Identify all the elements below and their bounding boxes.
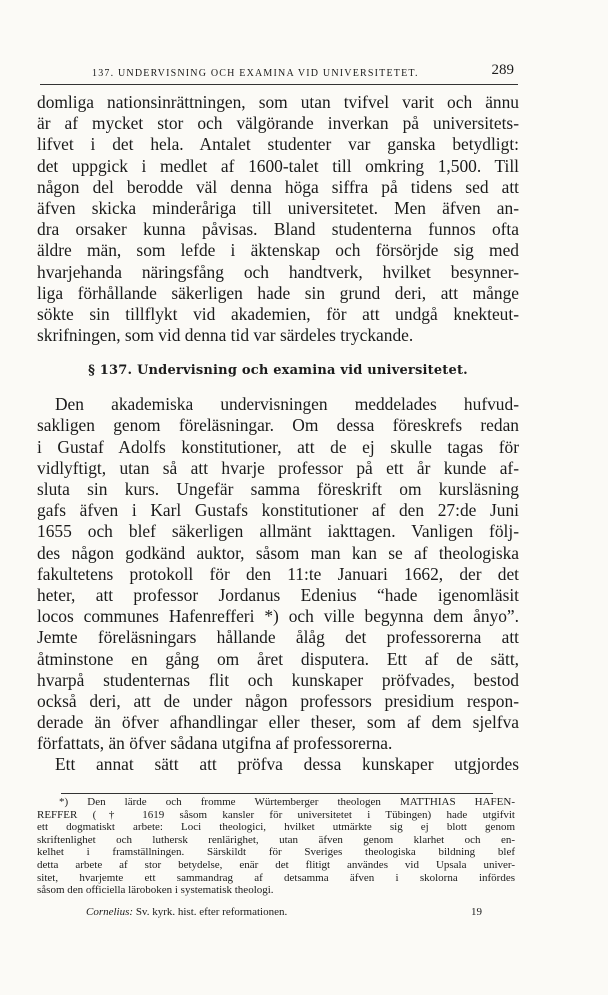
paragraph-1 xyxy=(37,92,519,346)
text-line: fakultetens protokoll för den 11:te Januari 1662, der det xyxy=(37,563,519,584)
footnote-line: ett dogmatiskt arbete: Loci theologici, hvilket utmärkte sig ej blott genom xyxy=(37,821,515,834)
text-line: hvarjehanda näringsfång och handtverk, hvilket besynner- xyxy=(37,261,519,282)
footnote-line: REFFER († 1619 såsom kansler för universitetet i Tübingen) hade utgifvit xyxy=(37,808,515,821)
footnote-line: detta arbete af stor betydelse, enär det flitigt användes vid Upsala univer- xyxy=(37,858,515,871)
page-number: 289 xyxy=(491,62,514,78)
footnote-line: skriftenlighet och luthersk renlärighet, utan äfven genom klarhet och en- xyxy=(37,833,515,846)
text-line: Den akademiska undervisningen meddelades hufvud- xyxy=(55,394,519,415)
page-header xyxy=(40,64,518,85)
footnote-line: *) Den lärde och fromme Würtemberger theologen MATTHIAS HAFEN- xyxy=(59,796,515,808)
footnote-divider xyxy=(61,793,493,794)
text-line: också deri, att de under någon professors presidium respon- xyxy=(37,690,519,711)
footnote-line: kelhet i framställningen. Särskildt för Sveriges theologiska bildning blef xyxy=(37,846,515,859)
text-line: derade än öfver afhandlingar eller theser, som af dem sjelfva xyxy=(37,712,519,733)
signature-author: Cornelius: xyxy=(86,906,134,918)
text-line: åtminstone en gång om året disputera. Ett af de sätt, xyxy=(37,648,519,669)
text-line: äfven skicka minderåriga till universitetet. Men äfven an- xyxy=(37,197,519,218)
paragraph-3 xyxy=(37,754,519,775)
text-line: 1655 och blef säkerligen allmänt iakttagen. Vanligen följ- xyxy=(37,521,519,542)
text-line: domliga nationsinrättningen, som utan tvifvel varit och ännu xyxy=(37,92,519,112)
signature-number: 19 xyxy=(471,906,482,918)
text-line: Ett annat sätt att pröfva dessa kunskaper utgjordes xyxy=(55,754,519,775)
text-line: i Gustaf Adolfs konstitutioner, att de ej skulle tagas för xyxy=(37,436,519,457)
text-line: heter, att professor Jordanus Edenius “hade igenomläsit xyxy=(37,584,519,605)
text-line: liga förhållande säkerligen hade sin grund deri, att månge xyxy=(37,282,519,303)
footnote xyxy=(37,796,515,897)
paragraph-2 xyxy=(37,394,519,754)
printer-signature xyxy=(86,906,498,918)
text-line: gafs äfven i Karl Gustafs konstitutioner af den 27:de Juni xyxy=(37,500,519,521)
text-line: äldre män, som lefde i äktenskap och försörjde sig med xyxy=(37,240,519,261)
text-line: sakligen genom föreläsningar. Om dessa föreskrefs redan xyxy=(37,415,519,436)
text-line: dra orsaker kunna påvisas. Bland studenterna funnos ofta xyxy=(37,219,519,240)
text-line: någon del berodde väl denna höga siffra på tidens sed att xyxy=(37,176,519,197)
main-text xyxy=(37,92,519,776)
text-line: skrifningen, som vid denna tid var särdeles tryckande. xyxy=(37,325,414,346)
text-line: sluta sin kurs. Ungefär samma föreskrift om kursläsning xyxy=(37,479,519,499)
text-line: sökte sin tillflykt vid akademien, för att undgå knekteut- xyxy=(37,303,519,324)
footnote-line: sitet, hvarjemte ett sammandrag af detsamma äfven i skolorna infördes xyxy=(37,871,515,884)
text-line: är af mycket stor och välgörande inverkan på universitets- xyxy=(37,113,519,134)
text-line: författats, än öfver sådana utgifna af professorerna. xyxy=(37,733,393,754)
text-line: locos communes Hafenrefferi *) och ville begynna dem ånyo”. xyxy=(37,606,519,627)
text-line: vidlyftigt, utan så att hvarje professor på ett år kunde af- xyxy=(37,457,519,478)
text-line: des någon godkänd auktor, såsom man kan se af theologiska xyxy=(37,542,519,563)
text-line: det uppgick i medlet af 1600-talet till omkring 1,500. Till xyxy=(37,155,519,176)
text-line: hvarpå studenternas flit och kunskaper pröfvades, bestod xyxy=(37,669,519,690)
running-head: 137. UNDERVISNING OCH EXAMINA VID UNIVERSITETET. xyxy=(92,68,419,79)
footnote-line: såsom den officiella läroboken i systematisk theologi. xyxy=(37,884,274,897)
section-heading: § 137. Undervisning och examina vid universitetet. xyxy=(88,363,468,379)
text-line: Jemte föreläsningars hållande ålåg det professorerna att xyxy=(37,627,519,648)
text-line: lifvet i det hela. Antalet studenter var ganska betydligt: xyxy=(37,134,519,155)
signature-title: Sv. kyrk. hist. efter reformationen. xyxy=(135,906,288,918)
